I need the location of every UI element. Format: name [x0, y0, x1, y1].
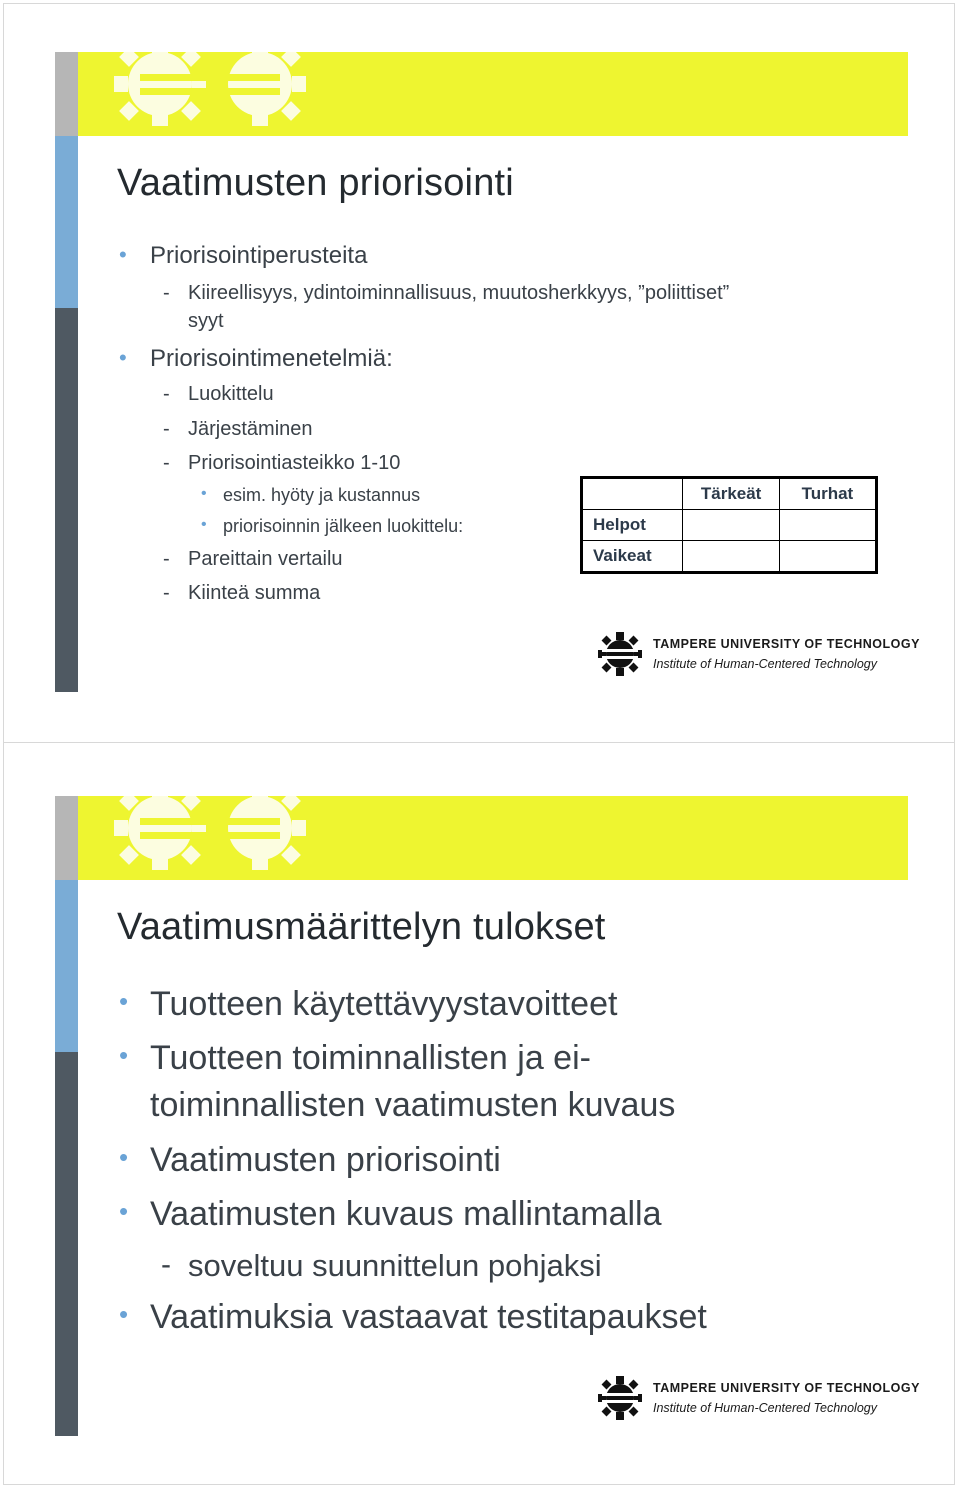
bullet-text: Priorisointimenetelmiä: — [150, 345, 393, 372]
left-accent-dark — [55, 1052, 78, 1436]
dash-icon: - — [163, 582, 170, 604]
logo-university-name: TAMPERE UNIVERSITY OF TECHNOLOGY — [653, 637, 920, 651]
bullet-text-cont: toiminnallisten vaatimusten kuvaus — [150, 1086, 676, 1124]
table-row-header: Helpot — [582, 510, 683, 541]
header-gray-block — [55, 796, 78, 880]
table-row — [582, 478, 877, 510]
bullet-icon: • — [119, 345, 127, 370]
sub-bullet-text: Järjestäminen — [188, 418, 313, 440]
sub-bullet-text: soveltuu suunnittelun pohjaksi — [188, 1248, 602, 1283]
table-cell — [683, 510, 779, 541]
subsub-bullet-text: esim. hyöty ja kustannus — [223, 485, 421, 505]
sub-bullet-text: Kiireellisyys, ydintoiminnallisuus, muutosherkkyys, ”poliittiset” — [188, 282, 730, 304]
sub-bullet-text-cont: syyt — [188, 310, 224, 332]
slide-divider — [4, 742, 954, 743]
bullet-text: Vaatimusten priorisointi — [150, 1141, 501, 1179]
sub-bullet-text: Pareittain vertailu — [188, 548, 343, 570]
bullet-icon: • — [201, 485, 207, 502]
dash-icon: - — [163, 418, 170, 440]
bullet-icon: • — [119, 242, 127, 267]
logo-institute-name: Institute of Human-Centered Technology — [653, 657, 877, 671]
slide-title: Vaatimusmäärittelyn tulokset — [117, 906, 606, 948]
left-accent-blue — [55, 880, 78, 1052]
slide-1 — [55, 52, 908, 692]
table-header-cell: Tärkeät — [683, 478, 779, 510]
table-cell — [779, 510, 876, 541]
gear-logo-icon — [598, 1376, 642, 1420]
bullet-icon: • — [119, 1142, 129, 1172]
dash-icon: - — [163, 282, 170, 304]
priority-table — [580, 476, 878, 574]
sub-bullet-text: Priorisointiasteikko 1-10 — [188, 452, 401, 474]
subsub-bullet-text: priorisoinnin jälkeen luokittelu: — [223, 516, 464, 536]
table-corner-cell — [582, 478, 683, 510]
table-header-cell: Turhat — [779, 478, 876, 510]
bullet-text: Priorisointiperusteita — [150, 242, 368, 269]
slide-2 — [55, 796, 908, 1436]
bullet-icon: • — [119, 1196, 129, 1226]
dash-icon: - — [163, 548, 170, 570]
bullet-icon: • — [201, 516, 207, 533]
table-cell — [683, 541, 779, 573]
tut-logo — [598, 630, 920, 680]
bullet-icon: • — [119, 1299, 129, 1329]
bullet-text: Vaatimusten kuvaus mallintamalla — [150, 1195, 662, 1233]
dash-icon: - — [161, 1248, 171, 1281]
table-row-header: Vaikeat — [582, 541, 683, 573]
gear-watermark-icon — [100, 44, 330, 136]
dash-icon: - — [163, 452, 170, 474]
left-accent-dark — [55, 308, 78, 692]
bullet-text: Tuotteen toiminnallisten ja ei- — [150, 1039, 591, 1077]
left-accent-blue — [55, 136, 78, 308]
bullet-text: Tuotteen käytettävyystavoitteet — [150, 985, 618, 1023]
gear-logo-icon — [598, 632, 642, 676]
tut-logo — [598, 1374, 920, 1424]
slide-title: Vaatimusten priorisointi — [117, 162, 514, 204]
logo-university-name: TAMPERE UNIVERSITY OF TECHNOLOGY — [653, 1381, 920, 1395]
sub-bullet-text: Kiinteä summa — [188, 582, 321, 604]
dash-icon: - — [163, 383, 170, 405]
logo-institute-name: Institute of Human-Centered Technology — [653, 1401, 877, 1415]
header-gray-block — [55, 52, 78, 136]
table-cell — [779, 541, 876, 573]
table-row — [582, 510, 877, 541]
table-row — [582, 541, 877, 573]
sub-bullet-text: Luokittelu — [188, 383, 274, 405]
gear-watermark-icon — [100, 788, 330, 880]
bullet-icon: • — [119, 986, 129, 1016]
bullet-icon: • — [119, 1040, 129, 1070]
bullet-text: Vaatimuksia vastaavat testitapaukset — [150, 1298, 707, 1336]
